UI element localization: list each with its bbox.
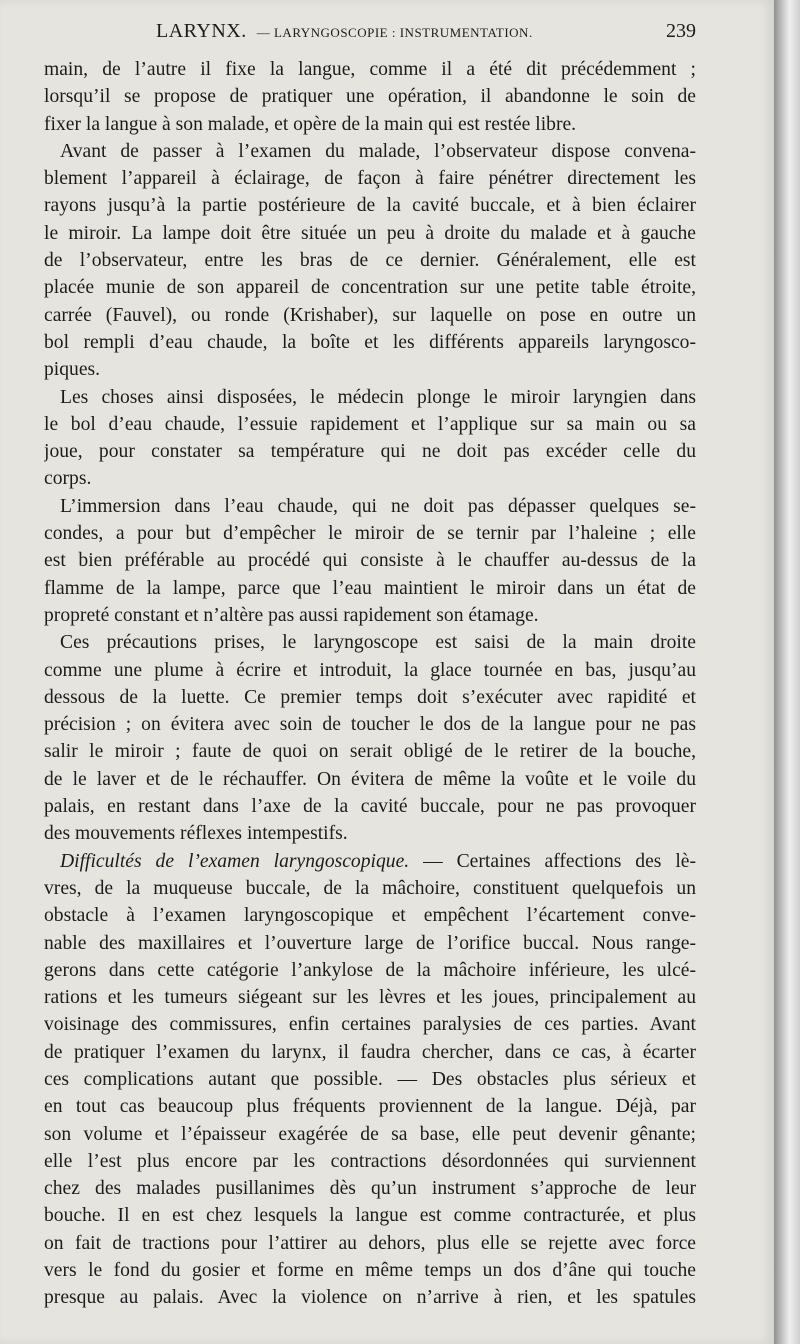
text-line [44, 820, 696, 847]
line-text: de l’observateur, entre les bras de ce dernier. Généralement, elle est [44, 250, 696, 272]
text-line [44, 1121, 696, 1148]
text-line [44, 793, 696, 820]
text-line [44, 138, 696, 165]
line-text: elle l’est plus encore par les contractions désordonnées qui surviennent [44, 1150, 696, 1172]
line-text: rayons jusqu’à la partie postérieure de la cavité buccale, et à bien éclairer [44, 195, 696, 217]
line-text: nable des maxillaires et l’ouverture large de l’orifice buccal. Nous range- [44, 932, 696, 954]
text-line [44, 984, 696, 1011]
line-text: de le laver et de le réchauffer. On évitera de même la voûte et le voile du [44, 768, 696, 790]
line-text: salir le miroir ; faute de quoi on serait obligé de le retirer de la bouche, [44, 741, 696, 763]
header-section: — LARYNGOSCOPIE : INSTRUMENTATION. [256, 25, 533, 40]
book-edge [774, 0, 800, 1344]
text-line [44, 657, 696, 684]
line-text: L’immersion dans l’eau chaude, qui ne doit pas dépasser quelques se- [60, 495, 696, 517]
line-text: vers le fond du gosier et forme en même temps un dos d’âne qui touche [44, 1260, 696, 1282]
italic-heading: Difficultés de l’examen laryngoscopique. [60, 850, 410, 872]
line-text: rations et les tumeurs siégeant sur les lèvres et les joues, principalement au [44, 987, 696, 1009]
line-text: Avant de passer à l’examen du malade, l’observateur dispose convena- [60, 140, 696, 162]
text-line [44, 629, 696, 656]
line-text: Les choses ainsi disposées, le médecin plonge le miroir laryngien dans [60, 386, 696, 408]
line-text: carrée (Fauvel), ou ronde (Krishaber), sur laquelle on pose en outre un [44, 304, 696, 326]
page-number: 239 [666, 20, 696, 42]
text-line [44, 575, 696, 602]
line-text: le bol d’eau chaude, l’essuie rapidement et l’applique sur sa main ou sa [44, 413, 696, 435]
line-text: son volume et l’épaisseur exagérée de sa base, elle peut devenir gênante; [44, 1123, 696, 1145]
text-line [44, 56, 696, 83]
line-text: flamme de la lampe, parce que l’eau maintient le miroir dans un état de [44, 577, 696, 599]
text-line [44, 1011, 696, 1038]
text-line [44, 220, 696, 247]
text-line [44, 438, 696, 465]
running-header [46, 20, 696, 50]
text-line [44, 1202, 696, 1229]
text-line [44, 247, 696, 274]
text-line [44, 302, 696, 329]
line-text: on fait de tractions pour l’attirer au dehors, plus elle se rejette avec force [44, 1232, 696, 1254]
text-line [44, 83, 696, 110]
text-line [44, 111, 696, 138]
text-line [44, 411, 696, 438]
text-line [44, 384, 696, 411]
text-line [44, 465, 696, 492]
text-line [44, 711, 696, 738]
line-text: en tout cas beaucoup plus fréquents proviennent de la langue. Déjà, par [44, 1096, 696, 1118]
text-line [44, 274, 696, 301]
line-text: des mouvements réflexes intempestifs. [44, 823, 348, 845]
text-line [44, 1066, 696, 1093]
body-text [44, 56, 696, 1312]
text-line [44, 1175, 696, 1202]
line-text: voisinage des commissures, enfin certaines paralysies de ces parties. Avant [44, 1014, 696, 1036]
text-line [44, 1039, 696, 1066]
header-title: LARYNX. [156, 20, 247, 42]
line-text: dessous de la luette. Ce premier temps doit s’exécuter avec rapidité et [44, 686, 696, 708]
text-line [44, 356, 696, 383]
text-line [44, 602, 696, 629]
text-line [44, 902, 696, 929]
text-line [44, 738, 696, 765]
text-line [44, 1093, 696, 1120]
line-text: le miroir. La lampe doit être située un peu à droite du malade et à gauche [44, 222, 696, 244]
text-line [44, 766, 696, 793]
text-line [44, 520, 696, 547]
text-line [44, 684, 696, 711]
line-text: obstacle à l’examen laryngoscopique et empêchent l’écartement conve- [44, 905, 696, 927]
text-line [44, 165, 696, 192]
text-line [44, 1257, 696, 1284]
text-line [44, 930, 696, 957]
line-text: de pratiquer l’examen du larynx, il faudra chercher, dans ce cas, à écarter [44, 1041, 696, 1063]
line-text: piques. [44, 359, 101, 381]
line-text: vres, de la muqueuse buccale, de la mâchoire, constituent quelquefois un [44, 877, 696, 899]
line-text: placée munie de son appareil de concentration sur une petite table étroite, [44, 277, 696, 299]
running-title [156, 20, 533, 43]
line-text: joue, pour constater sa température qui ne doit pas excéder celle du [44, 441, 696, 463]
text-line [44, 1284, 696, 1311]
line-text: bouche. Il en est chez lesquels la langue est comme contracturée, et plus [44, 1205, 696, 1227]
text-line [44, 875, 696, 902]
line-text: gerons dans cette catégorie l’ankylose de la mâchoire inférieure, les ulcé- [44, 959, 696, 981]
line-text: main, de l’autre il fixe la langue, comme il a été dit précédemment ; [44, 59, 696, 80]
text-line [44, 329, 696, 356]
line-text: bol rempli d’eau chaude, la boîte et les différents appareils laryngosco- [44, 331, 696, 353]
line-text: lorsqu’il se propose de pratiquer une opération, il abandonne le soin de [44, 86, 696, 108]
line-text: est bien préférable au procédé qui consiste à le chauffer au-dessus de la [44, 550, 696, 572]
text-line [44, 192, 696, 219]
line-text: Ces précautions prises, le laryngoscope est saisi de la main droite [60, 632, 696, 654]
line-text: précision ; on évitera avec soin de toucher le dos de la langue pour ne pas [44, 714, 696, 736]
text-line [44, 848, 696, 875]
line-text: corps. [44, 468, 92, 490]
text-line [44, 957, 696, 984]
text-line [44, 1148, 696, 1175]
text-line [44, 547, 696, 574]
line-text: blement l’appareil à éclairage, de façon à faire pénétrer directement les [44, 168, 696, 190]
text-line [44, 1230, 696, 1257]
line-text: chez des malades pusillanimes dès qu’un instrument s’approche de leur [44, 1178, 696, 1200]
line-text: fixer la langue à son malade, et opère de la main qui est restée libre. [44, 113, 577, 135]
line-text: comme une plume à écrire et introduit, la glace tournée en bas, jusqu’au [44, 659, 696, 681]
text-line [44, 493, 696, 520]
line-text: propreté constant et n’altère pas aussi rapidement son étamage. [44, 604, 539, 626]
line-text: condes, a pour but d’empêcher le miroir de se ternir par l’haleine ; elle [44, 523, 696, 545]
line-text: palais, en restant dans l’axe de la cavité buccale, pour ne pas provoquer [44, 796, 696, 818]
line-text: presque au palais. Avec la violence on n’arrive à rien, et les spatules [44, 1287, 696, 1309]
line-text: — Certaines affections des lè- [409, 850, 696, 872]
line-text: ces complications autant que possible. — Des obstacles plus sérieux et [44, 1068, 696, 1090]
